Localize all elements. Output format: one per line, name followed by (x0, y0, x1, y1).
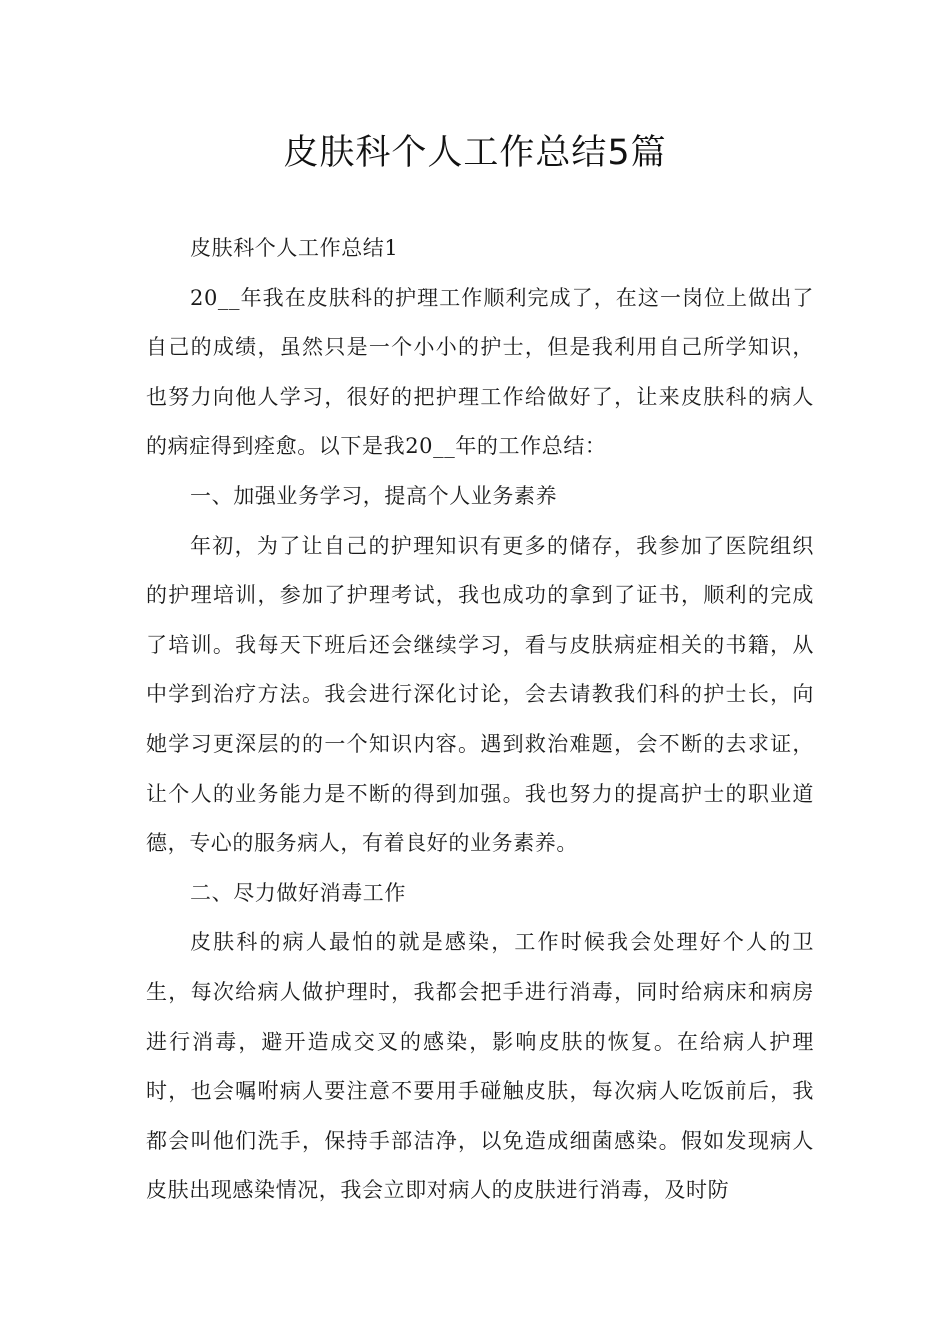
disinfection-paragraph: 皮肤科的病人最怕的就是感染，工作时候我会处理好个人的卫生，每次给病人做护理时，我都会把手进行消毒，同时给病床和病房进行消毒，避开造成交叉的感染，影响皮肤的恢复。在给病人护理时，也会嘱咐病人要注意不要用手碰触皮肤，每次病人吃饭前后，我都会叫他们洗手，保持手部洁净，以免造成细菌感染。假如发现病人皮肤出现感染情况，我会立即对病人的皮肤进行消毒，及时防 (146, 930, 814, 1203)
section-heading-summary-1: 皮肤科个人工作总结1 (190, 236, 399, 260)
document-body (146, 224, 814, 1216)
section-heading-disinfection: 二、尽力做好消毒工作 (190, 880, 406, 905)
document-title: 皮肤科个人工作总结5篇 (283, 133, 667, 173)
intro-paragraph: 20__年我在皮肤科的护理工作顺利完成了，在这一岗位上做出了自己的成绩，虽然只是一个小小的护士，但是我利用自己所学知识，也努力向他人学习，很好的把护理工作给做好了，让来皮肤科的病人的病症得到痊愈。以下是我20__年的工作总结： (146, 285, 814, 459)
section-heading-business-study: 一、加强业务学习，提高个人业务素养 (190, 483, 558, 508)
business-study-paragraph: 年初，为了让自己的护理知识有更多的储存，我参加了医院组织的护理培训，参加了护理考试，我也成功的拿到了证书，顺利的完成了培训。我每天下班后还会继续学习，看与皮肤病症相关的书籍，从中学到治疗方法。我会进行深化讨论，会去请教我们科的护士长，向她学习更深层的的一个知识内容。遇到救治难题，会不断的去求证，让个人的业务能力是不断的得到加强。我也努力的提高护士的职业道德，专心的服务病人，有着良好的业务素养。 (146, 533, 814, 856)
